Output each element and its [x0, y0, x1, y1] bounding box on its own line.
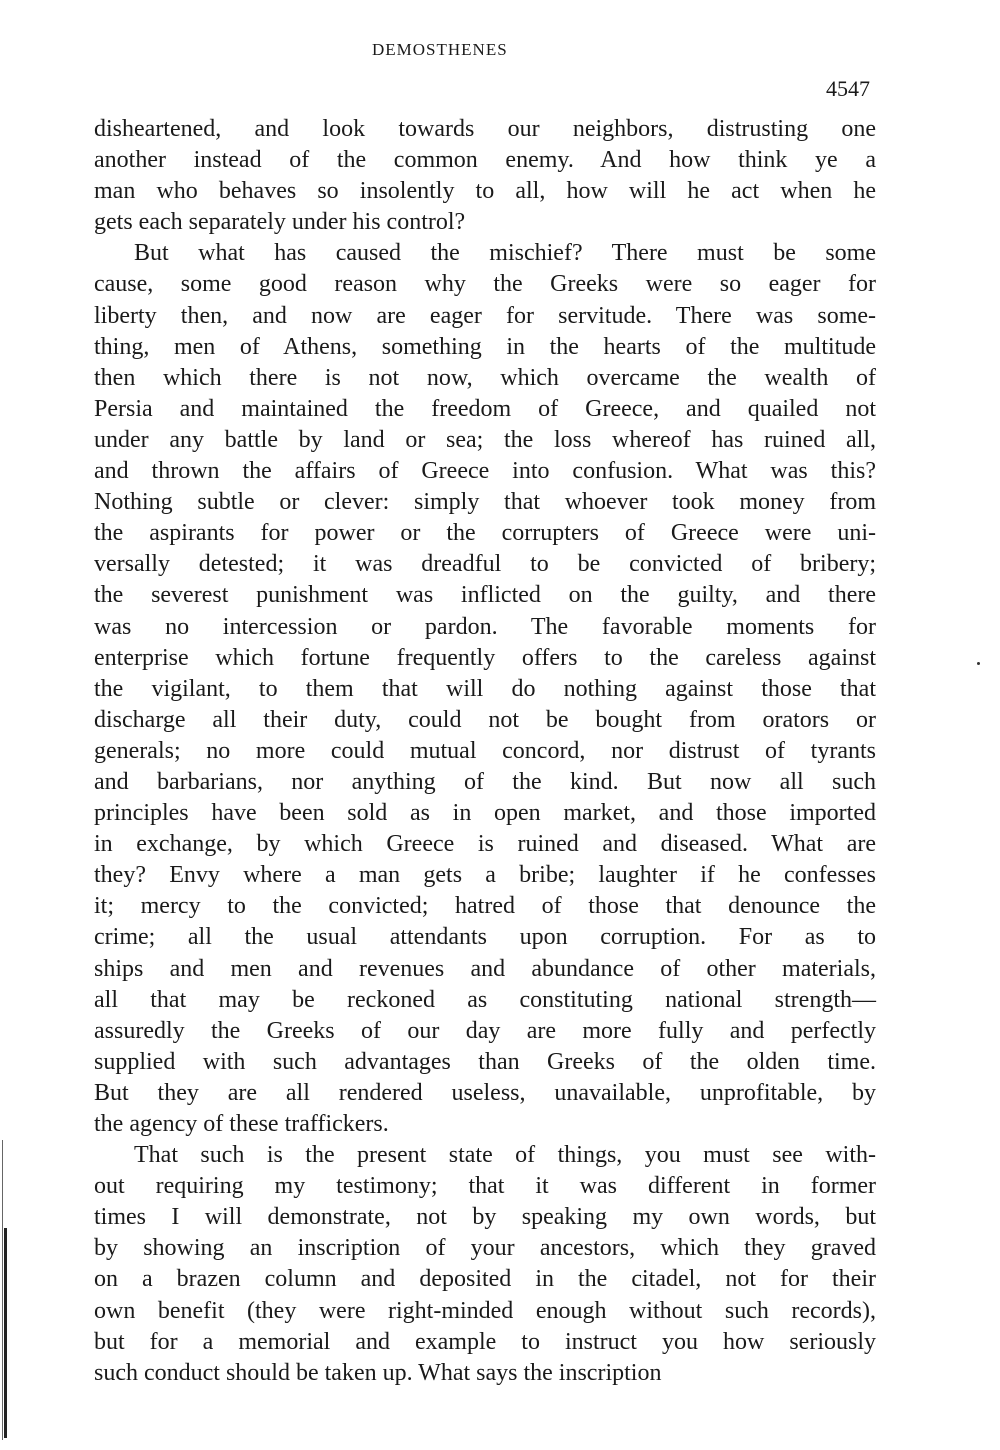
- text-line: such conduct should be taken up. What says the inscription: [94, 1359, 662, 1386]
- text-line: they? Envy where a man gets a bribe; laughter if he confesses: [94, 862, 876, 889]
- text-line: enterprise which fortune frequently offers to the careless against: [94, 644, 876, 671]
- text-line: disheartened, and look towards our neighbors, distrusting one: [94, 116, 876, 142]
- text-line: assuredly the Greeks of our day are more fully and perfectly: [94, 1017, 876, 1044]
- text-line: and barbarians, nor anything of the kind. But now all such: [94, 768, 876, 795]
- text-line: versally detested; it was dreadful to be convicted of bribery;: [94, 551, 876, 578]
- scan-speck: [977, 662, 980, 665]
- text-line: But what has caused the mischief? There must be some: [134, 240, 876, 267]
- paragraph: [94, 114, 876, 238]
- text-line: cause, some good reason why the Greeks were so eager for: [94, 271, 876, 298]
- text-line: Persia and maintained the freedom of Greece, and quailed not: [94, 395, 876, 422]
- text-line: discharge all their duty, could not be bought from orators or: [94, 706, 876, 733]
- text-line: generals; no more could mutual concord, nor distrust of tyrants: [94, 737, 876, 764]
- text-line: it; mercy to the convicted; hatred of those that denounce the: [94, 893, 876, 920]
- text-line: But they are all rendered useless, unavailable, unprofitable, by: [94, 1079, 876, 1106]
- paragraph: [94, 238, 876, 1140]
- text-line: times I will demonstrate, not by speaking my own words, but: [94, 1204, 876, 1231]
- text-line: thing, men of Athens, something in the hearts of the multitude: [94, 333, 876, 360]
- text-line: gets each separately under his control?: [94, 209, 466, 236]
- text-line: man who behaves so insolently to all, how will he act when he: [94, 178, 876, 205]
- text-line: the severest punishment was inflicted on the guilty, and there: [94, 582, 876, 609]
- text-line: crime; all the usual attendants upon corruption. For as to: [94, 924, 876, 951]
- text-body: [94, 114, 876, 1389]
- running-head: [0, 38, 1000, 101]
- text-line: liberty then, and now are eager for servitude. There was some-: [94, 302, 876, 329]
- text-line: the aspirants for power or the corrupters of Greece were uni-: [94, 520, 876, 547]
- text-line: but for a memorial and example to instruct you how seriously: [94, 1328, 876, 1355]
- text-line: Nothing subtle or clever: simply that whoever took money from: [94, 489, 876, 516]
- text-line: the vigilant, to them that will do nothing against those that: [94, 675, 876, 702]
- text-line: all that may be reckoned as constituting national strength—: [94, 986, 876, 1013]
- text-line: out requiring my testimony; that it was different in former: [94, 1173, 876, 1200]
- text-line: own benefit (they were right-minded enough without such records),: [94, 1297, 876, 1324]
- text-line: ships and men and revenues and abundance of other materials,: [94, 955, 876, 982]
- text-line: on a brazen column and deposited in the citadel, not for their: [94, 1266, 876, 1293]
- running-head-title: DEMOSTHENES: [372, 40, 508, 59]
- text-line: principles have been sold as in open market, and those imported: [94, 800, 876, 827]
- text-line: in exchange, by which Greece is ruined and diseased. What are: [94, 831, 876, 858]
- text-line: That such is the present state of things, you must see with-: [134, 1142, 876, 1169]
- text-line: another instead of the common enemy. And how think ye a: [94, 147, 876, 174]
- text-line: the agency of these traffickers.: [94, 1111, 389, 1137]
- text-line: then which there is not now, which overcame the wealth of: [94, 364, 876, 391]
- paragraph: [94, 1140, 876, 1389]
- scan-margin-edge: [2, 1140, 3, 1440]
- text-line: by showing an inscription of your ancestors, which they graved: [94, 1235, 876, 1262]
- page-number: 4547: [826, 76, 870, 101]
- text-line: was no intercession or pardon. The favorable moments for: [94, 613, 876, 640]
- text-line: supplied with such advantages than Greeks of the olden time.: [94, 1048, 876, 1075]
- text-line: and thrown the affairs of Greece into confusion. What was this?: [94, 458, 876, 485]
- text-line: under any battle by land or sea; the loss whereof has ruined all,: [94, 426, 876, 453]
- scan-binding-shadow: [4, 1228, 7, 1438]
